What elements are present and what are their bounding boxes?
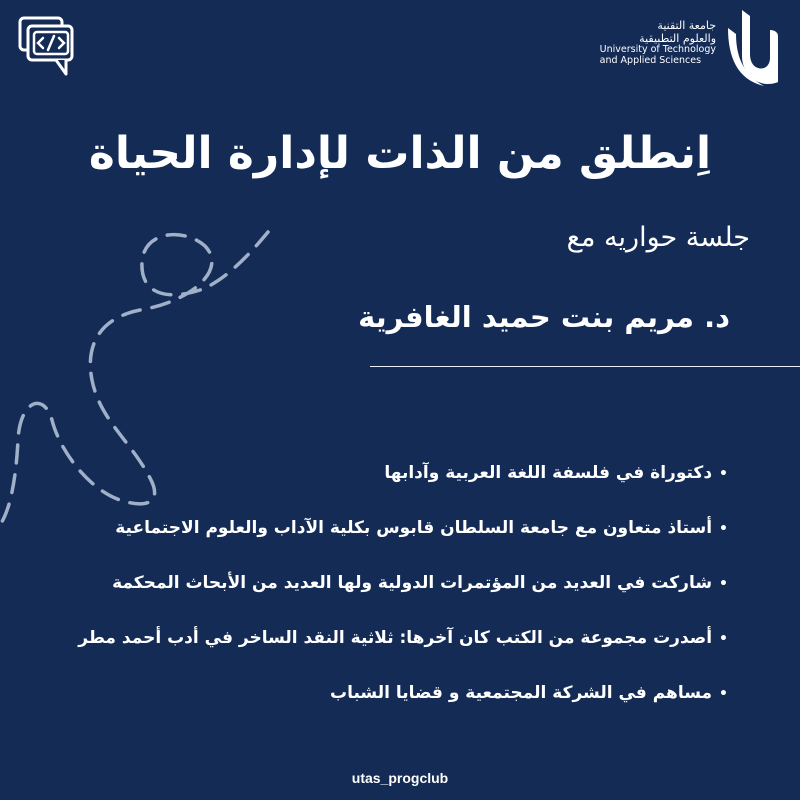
bio-item: [40, 674, 728, 729]
club-handle: utas_progclub: [351, 770, 449, 786]
event-title: اِنطلق من الذات لإدارة الحياة: [88, 128, 712, 179]
bio-item: [40, 454, 728, 509]
bullet-icon: •: [719, 521, 728, 537]
bullet-icon: •: [719, 466, 728, 482]
bullet-icon: •: [719, 631, 728, 647]
bio-item-text: مساهم في الشركة المجتمعية و قضايا الشباب: [330, 683, 713, 703]
divider-line: [370, 366, 800, 367]
speaker-name: د. مريم بنت حميد الغافرية: [358, 300, 730, 334]
university-name-en-line1: University of Technology: [599, 44, 716, 56]
programming-club-logo: [14, 14, 80, 80]
bio-item: [40, 564, 728, 619]
university-name-ar-line2: والعلوم التطبيقية: [639, 31, 716, 45]
bio-item-text: أصدرت مجموعة من الكتب كان آخرها: ثلاثية النقد الساخر في أدب أحمد مطر: [78, 628, 713, 648]
bio-item-text: شاركت في العديد من المؤتمرات الدولية ولها العديد من الأبحاث المحكمة: [112, 573, 713, 593]
bio-item: [40, 619, 728, 674]
session-subtitle: جلسة حواريه مع: [566, 222, 750, 253]
university-name: [600, 20, 716, 67]
university-emblem-icon: [724, 8, 780, 88]
bio-item-text: دكتوراة في فلسفة اللغة العربية وآدابها: [384, 463, 713, 483]
bio-item-text: أستاذ متعاون مع جامعة السلطان قابوس بكلية الآداب والعلوم الاجتماعية: [115, 518, 713, 538]
bio-item: [40, 509, 728, 564]
university-logo: [600, 8, 780, 88]
university-name-ar-line1: جامعة التقنية: [657, 19, 716, 32]
speaker-bio-list: [40, 454, 728, 729]
code-chat-bubbles-icon: [14, 14, 80, 80]
bullet-icon: •: [719, 686, 728, 702]
bullet-icon: •: [719, 576, 728, 592]
university-name-en-line2: and Applied Sciences: [599, 55, 702, 67]
